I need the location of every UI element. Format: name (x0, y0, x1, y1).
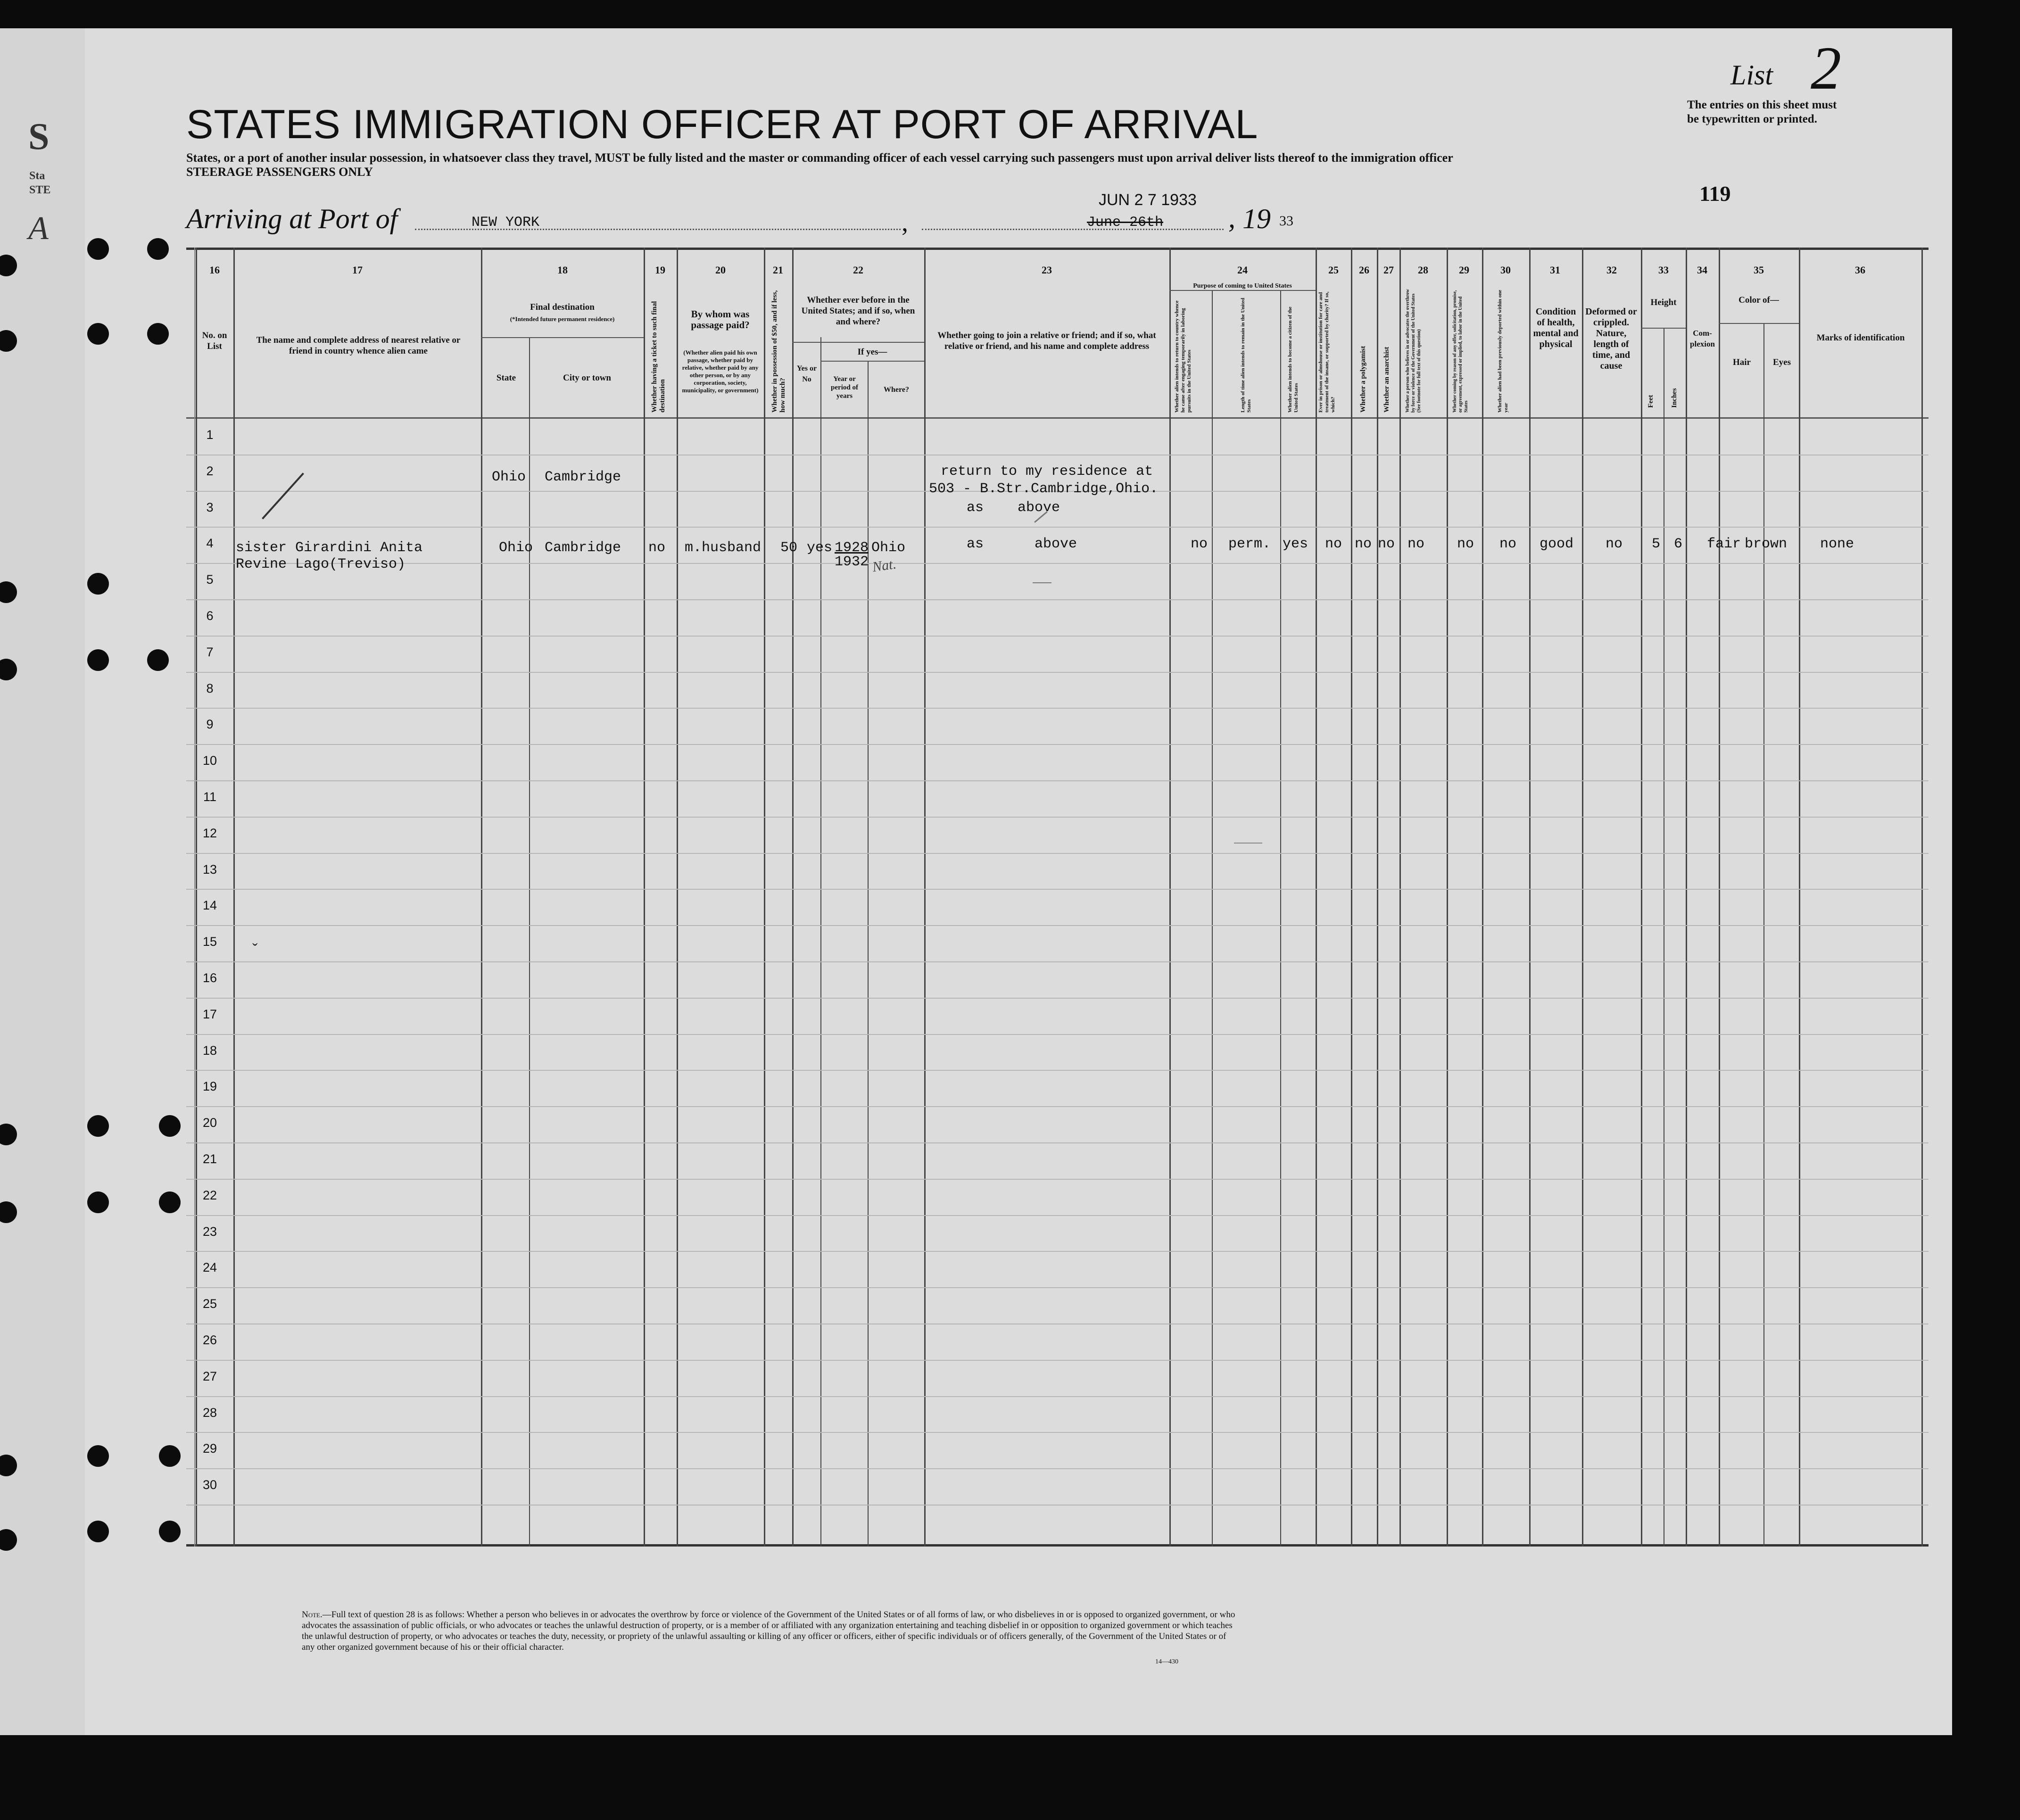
header-sub-rule (792, 342, 924, 343)
column-number: 26 (1359, 264, 1369, 276)
column-rule (644, 248, 645, 1547)
header-passage-paid-note: (Whether alien paid his own passage, whether paid by relative, whether paid by any other person, or by any corporation, society, municipality, or government) (682, 349, 759, 394)
row3-length-stay: perm. (1228, 536, 1271, 552)
header-where: Where? (884, 386, 909, 394)
header-if-yes: If yes— (857, 347, 887, 357)
row3-handwritten-note: Nat. (871, 556, 897, 575)
table-top-rule (186, 248, 1929, 250)
punch-hole (159, 1191, 181, 1213)
header-q30: Whether alien had been previously deported within one year (1497, 290, 1509, 413)
header-ever-before: Whether ever before in the United States; and if so, when and where? (801, 295, 915, 327)
row-number: 7 (206, 645, 214, 659)
previous-page-text-sta: Sta (29, 170, 45, 182)
row-number: 23 (202, 1224, 217, 1239)
row-number: 30 (202, 1478, 217, 1492)
column-rule (764, 248, 765, 1547)
row-rule (186, 1505, 1929, 1506)
column-rule (1529, 248, 1531, 1547)
column-number: 22 (853, 264, 863, 276)
header-marks: Marks of identification (1816, 333, 1905, 343)
column-number: 30 (1500, 264, 1511, 276)
row-number: 1 (206, 428, 214, 442)
row-number: 21 (202, 1152, 217, 1166)
column-rule (1169, 248, 1171, 1547)
row-number: 15 (202, 935, 217, 949)
punch-hole (147, 238, 169, 260)
row3-years-2: 1932 (835, 554, 869, 570)
column-number: 18 (557, 264, 568, 276)
pencil-dash-mark (1234, 843, 1262, 844)
punch-hole (159, 1445, 181, 1467)
row3-ticket: no (648, 540, 666, 556)
column-rule (1482, 248, 1483, 1547)
row-number: 4 (206, 536, 214, 551)
row3-where: Ohio (871, 540, 906, 556)
row1-joining-line-3: as above (967, 500, 1060, 516)
header-purpose: Purpose of coming to United States (1193, 282, 1292, 290)
row-rule (186, 527, 1929, 528)
header-purpose-citizen: Whether alien intends to become a citizen of the United States (1287, 306, 1299, 413)
previous-page-letter-a: A (28, 210, 49, 247)
row-rule (186, 1432, 1929, 1433)
row-number: 26 (202, 1333, 217, 1347)
row1-state: Ohio (492, 469, 526, 485)
row3-polygamist: no (1355, 536, 1372, 552)
column-number: 34 (1697, 264, 1707, 276)
punch-hole (87, 1191, 109, 1213)
row1-city: Cambridge (545, 469, 621, 485)
entries-note-line-2: be typewritten or printed. (1687, 113, 1817, 125)
column-number: 32 (1606, 264, 1617, 276)
header-joining: Whether going to join a relative or friend; and if so, what relative or friend, and his name and complete address (937, 331, 1156, 351)
row-rule (186, 1251, 1929, 1252)
column-number: 20 (715, 264, 726, 276)
header-hair: Hair (1733, 357, 1751, 367)
row3-passage: m.husband (685, 540, 762, 556)
row3-q30: no (1499, 536, 1517, 552)
row-rule (186, 817, 1929, 818)
year-comma: , (1228, 202, 1235, 233)
punch-hole (87, 238, 109, 260)
list-number: 2 (1811, 34, 1841, 102)
previous-page-letter-s: S (28, 116, 50, 157)
row-number: 14 (202, 898, 217, 913)
column-rule (1719, 248, 1720, 1547)
punch-hole (87, 1115, 109, 1137)
previous-page-edge (0, 28, 97, 1735)
row-rule (186, 961, 1929, 962)
row3-state: Ohio (499, 540, 533, 556)
column-rule (792, 248, 794, 1547)
footnote-label: Note. (302, 1610, 323, 1620)
row3-relative-line-2: Revine Lago(Treviso) (236, 556, 406, 572)
header-nearest-relative: The name and complete address of nearest relative or friend in country whence alien came (256, 335, 461, 356)
row-rule (186, 1287, 1929, 1288)
column-rule (1399, 248, 1401, 1547)
row-rule (186, 853, 1929, 854)
pencil-tick-mark: ˇ (252, 941, 258, 958)
row-rule (186, 889, 1929, 890)
date-stamp: JUN 2 7 1933 (1099, 191, 1197, 209)
row3-joining: as above (967, 536, 1077, 552)
punch-hole (87, 649, 109, 671)
row-number: 3 (206, 500, 214, 514)
column-rule (1799, 248, 1800, 1547)
port-comma: , (902, 208, 908, 237)
column-number: 28 (1418, 264, 1428, 276)
column-rule (1641, 248, 1642, 1547)
header-health: Condition of health, mental and physical (1533, 306, 1579, 349)
header-color-of: Color of— (1739, 295, 1779, 305)
row-number: 19 (202, 1079, 217, 1094)
page-title: STATES IMMIGRATION OFFICER AT PORT OF ARRIVAL (186, 102, 1258, 147)
row3-relative-line-1: sister Girardini Anita (236, 540, 423, 556)
list-label: List (1730, 59, 1773, 91)
column-rule (481, 248, 482, 1547)
column-rule (1212, 290, 1213, 1547)
column-number: 23 (1042, 264, 1052, 276)
row3-q29: no (1457, 536, 1474, 552)
row3-anarchist: no (1378, 536, 1395, 552)
row-number: 11 (203, 790, 217, 804)
column-rule (233, 248, 235, 1547)
row-rule (186, 1360, 1929, 1361)
row3-feet: 5 (1652, 536, 1661, 552)
row3-inches: 6 (1674, 536, 1683, 552)
row-rule (186, 1215, 1929, 1216)
column-rule (1280, 290, 1281, 1547)
header-sub-rule (1641, 328, 1686, 329)
header-complexion: Com- plexion (1690, 329, 1715, 348)
row-number: 2 (206, 463, 214, 478)
entries-note (1687, 98, 1837, 126)
row-rule (186, 708, 1929, 709)
row3-ever-before: yes (807, 540, 833, 556)
column-number: 25 (1328, 264, 1339, 276)
row-rule (186, 780, 1929, 781)
row-rule (186, 636, 1929, 637)
row3-purpose-return: no (1191, 536, 1208, 552)
header-inches: Inches (1671, 388, 1678, 408)
header-anarchist: Whether an anarchist (1383, 347, 1391, 413)
column-rule (868, 361, 869, 1547)
row-number: 22 (202, 1188, 217, 1202)
header-sub-rule (481, 337, 644, 338)
punch-hole (87, 323, 109, 345)
column-number: 31 (1550, 264, 1560, 276)
row-number: 28 (202, 1405, 217, 1420)
row3-q28: no (1407, 536, 1425, 552)
class-line: STEERAGE PASSENGERS ONLY (186, 165, 373, 179)
column-rule (924, 248, 926, 1547)
row-rule (186, 672, 1929, 673)
row-number: 18 (202, 1043, 217, 1058)
pencil-dash-mark (1033, 582, 1051, 583)
punch-hole (159, 1521, 181, 1542)
row3-money: 50 (780, 540, 798, 556)
row1-joining-line-2: 503 - B.Str.Cambridge,Ohio. (929, 481, 1159, 497)
manifest-table (186, 248, 1929, 1547)
row3-marks: none (1820, 536, 1854, 552)
year-suffix: 33 (1279, 213, 1293, 229)
row-rule (186, 925, 1929, 926)
row-number: 27 (202, 1369, 217, 1383)
punch-hole (147, 323, 169, 345)
row-number: 29 (202, 1441, 217, 1456)
column-number: 16 (209, 264, 220, 276)
row-rule (186, 1142, 1929, 1143)
row-rule (186, 744, 1929, 745)
column-rule (820, 337, 821, 1547)
row-number: 24 (202, 1260, 217, 1275)
column-rule (1921, 248, 1923, 1547)
column-rule (1582, 248, 1583, 1547)
footnote-text: —Full text of question 28 is as follows: Whether a person who believes in or advocates the overthrow by force or violence of the Government of the United States or of all forms of law, or who disbelieves in or is opposed to organized government, or who advocates the assassination of public officials, or who advocates or teaches the unlawful destruction of property, or is a member of or affiliated with any organization entertaining and teaching disbelief in or opposition to organized government or which teaches the unlawful destruction of property, or who advocates or teaches the duty, necessity, or propriety of the unlawful assaulting or killing of any officer or officers, either of specific individuals or of officers generally, of the Government of the United States or of any other organized government because of his or their official character. (302, 1610, 1235, 1652)
year-prefix: 19 (1242, 203, 1271, 234)
header-sub-rule (1719, 323, 1799, 324)
header-yes-no: Yes or No (796, 364, 817, 383)
header-year-period: Year or period of years (831, 375, 858, 400)
row-number: 13 (202, 862, 217, 877)
header-height: Height (1650, 298, 1677, 307)
column-number: 24 (1237, 264, 1248, 276)
entries-note-line-1: The entries on this sheet must (1687, 99, 1837, 111)
column-rule (1686, 248, 1687, 1547)
row-rule (186, 998, 1929, 999)
row-rule (186, 1179, 1929, 1180)
previous-page-text-ste: STE (29, 184, 51, 196)
column-number: 35 (1754, 264, 1764, 276)
column-rule (529, 337, 530, 1547)
row1-joining-line-1: return to my residence at (941, 463, 1153, 480)
header-passage-paid: By whom was passage paid? (691, 308, 750, 331)
row-number: 9 (206, 717, 214, 732)
instruction-line: States, or a port of another insular possession, in whatsoever class they travel, MUST be fully listed and the master or commanding officer of each vessel carrying such passengers must upon arrival deliver lists thereof to the immigration officer (186, 151, 1453, 165)
punch-hole (87, 1445, 109, 1467)
row-number: 5 (206, 572, 214, 587)
arriving-label: Arriving at Port of (186, 203, 398, 234)
column-number: 27 (1383, 264, 1394, 276)
row-number: 10 (202, 753, 217, 768)
header-feet: Feet (1647, 395, 1655, 408)
table-bottom-rule (186, 1544, 1929, 1547)
header-final-destination: Final destination (530, 302, 595, 312)
header-q28: Whether a person who believes in or advocates the overthrow by force or violence of the Government of the United States (See footnote for full text of this question) (1405, 289, 1422, 413)
header-eyes: Eyes (1773, 357, 1791, 367)
row-number: 25 (202, 1297, 217, 1311)
form-code: 14—430 (1155, 1658, 1178, 1665)
punch-hole (159, 1115, 181, 1137)
row-rule (186, 1070, 1929, 1071)
column-rule (1763, 323, 1764, 1547)
header-final-destination-note: (*Intended future permanent residence) (510, 315, 615, 323)
column-number: 21 (773, 264, 783, 276)
column-number: 17 (352, 264, 363, 276)
pencil-slash-mark (262, 472, 304, 519)
header-purpose-return: Whether alien intends to return to country whence he came after engaging temporarily in laboring pursuits in the United States (1174, 300, 1192, 413)
row3-prison: no (1325, 536, 1342, 552)
page-number: 119 (1699, 182, 1731, 206)
row-rule (186, 1468, 1929, 1469)
header-polygamist: Whether a polygamist (1359, 346, 1367, 413)
column-number: 36 (1855, 264, 1865, 276)
row3-complexion: fair (1707, 536, 1741, 552)
header-state: State (496, 373, 516, 383)
punch-hole (87, 1521, 109, 1542)
header-q29: Whether coming by reason of any offer, solicitation, promise, or agreement, expressed or implied, to labor in the United States (1452, 290, 1469, 413)
row-number: 16 (202, 971, 217, 985)
column-rule (194, 248, 195, 1547)
punch-hole (147, 649, 169, 671)
row-number: 6 (206, 609, 214, 623)
column-rule (1351, 248, 1352, 1547)
date-struck: June 26th (1087, 215, 1164, 231)
row-number: 20 (202, 1116, 217, 1130)
row-rule (186, 1396, 1929, 1397)
row3-years-1: 1928 (835, 540, 869, 556)
header-fifty-dollars: Whether in possession of $50, and if less, how much? (771, 290, 786, 413)
row3-city: Cambridge (545, 540, 621, 556)
header-city: City or town (563, 373, 612, 383)
column-rule (1377, 248, 1378, 1547)
date-line (922, 229, 1224, 230)
row-rule (186, 1106, 1929, 1107)
header-sub-rule (820, 361, 924, 362)
header-purpose-length: Length of time alien intends to remain in the United States (1240, 298, 1252, 413)
header-ticket: Whether having a ticket to such final destination (651, 301, 666, 413)
row-number: 17 (202, 1007, 217, 1021)
header-deformed: Deformed or crippled. Nature, length of time, and cause (1585, 306, 1637, 371)
header-bottom-rule (186, 417, 1929, 419)
row3-deformed: no (1606, 536, 1623, 552)
row-rule (186, 563, 1929, 564)
column-rule (1316, 248, 1317, 1547)
column-number: 29 (1459, 264, 1469, 276)
row-number: 8 (206, 681, 214, 695)
port-value: NEW YORK (472, 215, 540, 231)
column-rule (1447, 248, 1448, 1547)
column-rule (196, 248, 197, 1547)
row3-health: good (1540, 536, 1574, 552)
row-number: 12 (202, 826, 217, 840)
row3-citizen: yes (1283, 536, 1308, 552)
header-no-on-list: No. on List (202, 331, 227, 351)
column-rule (677, 248, 678, 1547)
row-rule (186, 599, 1929, 600)
header-prison: Ever in prison or almshouse or institution for care and treatment of the insane, or supported by charity? If so, which? (1318, 291, 1336, 413)
column-number: 33 (1658, 264, 1669, 276)
punch-hole (87, 573, 109, 595)
footnote (302, 1609, 1235, 1653)
row-rule (186, 1034, 1929, 1035)
row3-hair: brown (1745, 536, 1788, 552)
column-number: 19 (655, 264, 665, 276)
